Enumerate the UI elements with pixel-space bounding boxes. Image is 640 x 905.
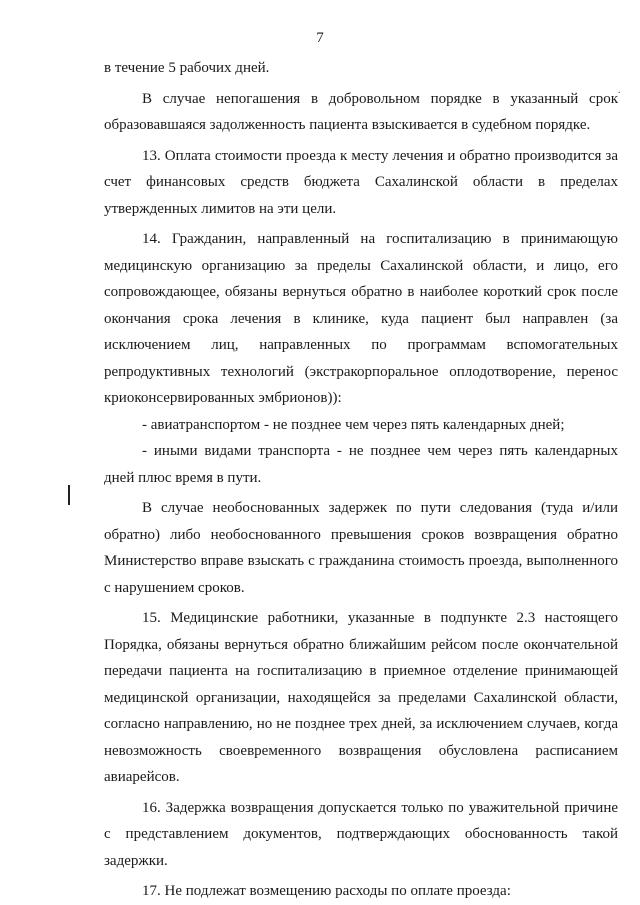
margin-pen-mark xyxy=(68,485,70,505)
paragraph-16: 16. Задержка возвращения допускается только по уважительной причине с представлением документов, подтверждающих обоснованность такой задержки. xyxy=(104,799,618,869)
paragraph-air-transport: - авиатранспортом - не позднее чем через пять календарных дней; xyxy=(142,416,565,433)
margin-tick-mark: . xyxy=(618,85,621,96)
paragraph-nonpayment: В случае непогашения в добровольном порядке в указанный срок образовавшаяся задолженность пациента взыскивается в судебном порядке. xyxy=(104,90,618,133)
paragraph-continuation: в течение 5 рабочих дней. xyxy=(104,60,270,76)
page-number: 7 xyxy=(316,30,324,46)
paragraph-14: 14. Гражданин, направленный на госпитализацию в принимающую медицинскую организацию за пределы Сахалинской области, и лицо, его сопровождающее, обязаны вернуться обратно в наиболее короткий срок после окончания срока лечения в клинике, куда пациент был направлен (за исключением лиц, направленных по программам вспомогательных репродуктивных технологий (экстракорпоральное оплодотворение, перенос криоконсервированных эмбрионов)): xyxy=(104,231,618,406)
paragraph-13: 13. Оплата стоимости проезда к месту лечения и обратно производится за счет финансовых средств бюджета Сахалинской области в пределах утвержденных лимитов на эти цели. xyxy=(104,147,618,217)
paragraph-15: 15. Медицинские работники, указанные в подпункте 2.3 настоящего Порядка, обязаны вернуться обратно ближайшим рейсом после окончательной передачи пациента на госпитализацию в приемное отделение принимающей медицинской организации, находящейся за пределами Сахалинской области, согласно направлению, но не позднее трех дней, за исключением случаев, когда невозможность своевременного возвращения обусловлена расписанием авиарейсов. xyxy=(104,610,618,785)
paragraph-other-transport: - иными видами транспорта - не позднее чем через пять календарных дней плюс время в пути. xyxy=(104,443,618,486)
paragraph-delays: В случае необоснованных задержек по пути следования (туда и/или обратно) либо необоснованного превышения сроков возвращения обратно Министерство вправе взыскать с гражданина стоимость проезда, выполненного с нарушением сроков. xyxy=(104,500,618,596)
document-body xyxy=(104,55,618,905)
paragraph-17: 17. Не подлежат возмещению расходы по оплате проезда: xyxy=(142,883,511,899)
